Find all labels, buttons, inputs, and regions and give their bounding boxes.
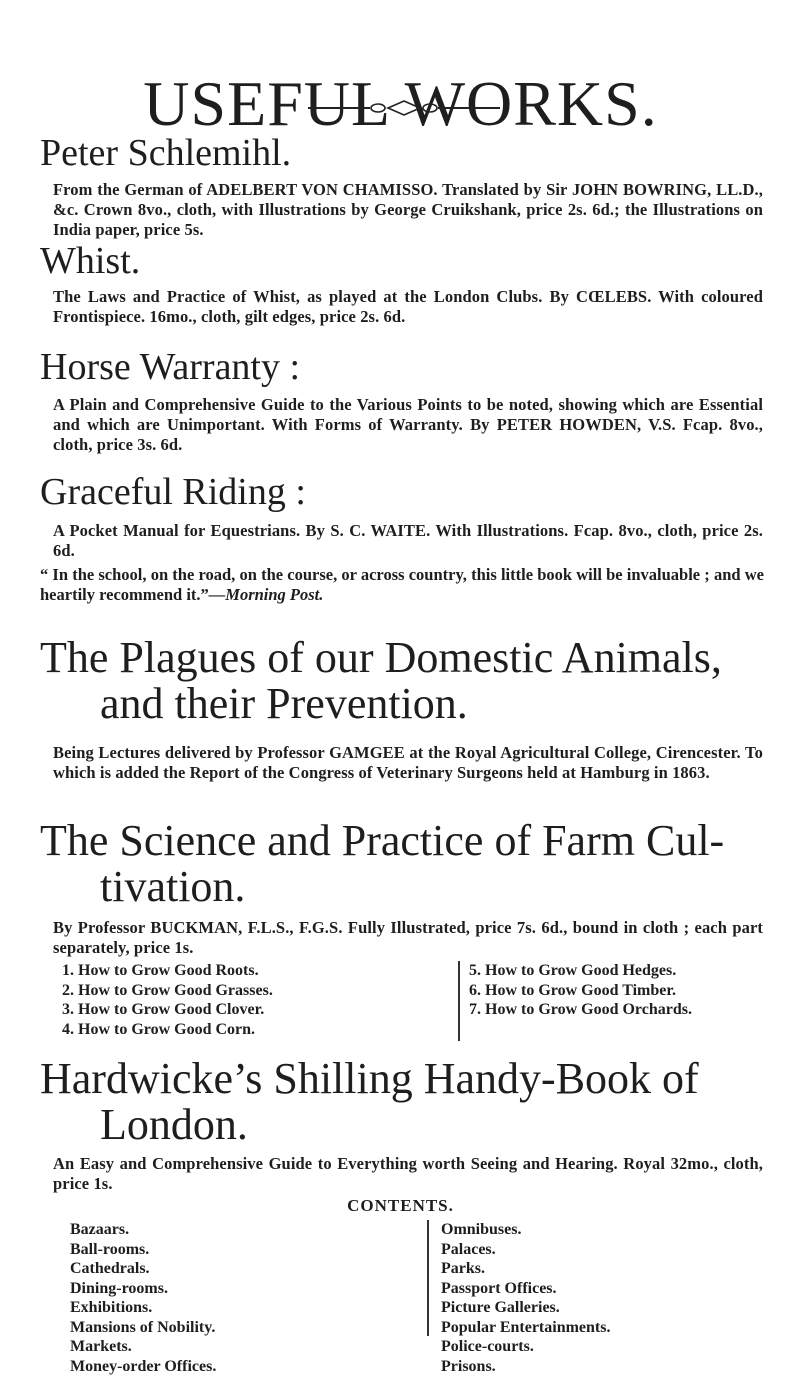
list-item: 7. How to Grow Good Orchards.: [469, 1000, 692, 1020]
review-quote: [40, 565, 764, 605]
list-item: Cathedrals.: [70, 1259, 216, 1279]
entry-title-peter-schlemihl: Peter Schlemihl.: [40, 132, 291, 174]
list-item: 2. How to Grow Good Grasses.: [62, 981, 273, 1001]
list-item: Mansions of Nobility.: [70, 1318, 216, 1338]
review-quote-text: “ In the school, on the road, on the course, or across country, this little book will be invaluable ; and we heartily recommend it.”: [40, 565, 764, 604]
list-item: Picture Galleries.: [441, 1298, 610, 1318]
entry-text-whist: The Laws and Practice of Whist, as played at the London Clubs. By CŒLEBS. With coloured Frontispiece. 16mo., cloth, gilt edges, price 2s. 6d.: [53, 287, 763, 327]
list-item: Popular Entertainments.: [441, 1318, 610, 1338]
page-title: USEFUL WORKS.: [0, 69, 801, 139]
list-item: 3. How to Grow Good Clover.: [62, 1000, 273, 1020]
contents-right: [441, 1220, 610, 1376]
entry-text-peter-schlemihl: From the German of ADELBERT VON CHAMISSO. Translated by Sir JOHN BOWRING, LL.D., &c. Crown 8vo., cloth, with Illustrations by George Cruikshank, price 2s. 6d.; the Illustrations on India paper, price 5s.: [53, 180, 763, 240]
entry-title-plagues-line1: The Plagues of our Domestic Animals,: [40, 634, 722, 682]
list-item: Prisons.: [441, 1357, 610, 1376]
entry-title-whist: Whist.: [40, 240, 140, 282]
list-item: Palaces.: [441, 1240, 610, 1260]
entry-text-plagues: Being Lectures delivered by Professor GAMGEE at the Royal Agricultural College, Cirencester. To which is added the Report of the Congress of Veterinary Surgeons held at Hamburg in 1863.: [53, 743, 763, 783]
contents-left: [70, 1220, 216, 1376]
list-item: 4. How to Grow Good Corn.: [62, 1020, 273, 1040]
list-item: Passport Offices.: [441, 1279, 610, 1299]
list-item: Ball-rooms.: [70, 1240, 216, 1260]
column-divider: [458, 961, 460, 1041]
entry-title-farm-line2: tivation.: [100, 863, 245, 911]
list-item: 5. How to Grow Good Hedges.: [469, 961, 692, 981]
entry-text-graceful-riding: A Pocket Manual for Equestrians. By S. C. WAITE. With Illustrations. Fcap. 8vo., cloth, price 2s. 6d.: [53, 521, 763, 561]
entry-title-farm-line1: The Science and Practice of Farm Cul-: [40, 817, 724, 865]
entry-text-hardwicke: An Easy and Comprehensive Guide to Everything worth Seeing and Hearing. Royal 32mo., cloth, price 1s.: [53, 1154, 763, 1194]
list-item: Omnibuses.: [441, 1220, 610, 1240]
list-item: Money-order Offices.: [70, 1357, 216, 1376]
contents-heading: CONTENTS.: [0, 1196, 801, 1216]
list-item: Police-courts.: [441, 1337, 610, 1357]
list-item: 6. How to Grow Good Timber.: [469, 981, 692, 1001]
entry-title-horse-warranty: Horse Warranty :: [40, 346, 300, 388]
entry-title-hardwicke-line1: Hardwicke’s Shilling Handy-Book of: [40, 1055, 699, 1103]
entry-title-hardwicke-line2: London.: [100, 1101, 248, 1149]
entry-title-graceful-riding: Graceful Riding :: [40, 471, 306, 513]
entry-text-farm: By Professor BUCKMAN, F.L.S., F.G.S. Fully Illustrated, price 7s. 6d., bound in cloth ; each part separately, price 1s.: [53, 918, 763, 958]
farm-parts-left: [62, 961, 273, 1039]
list-item: Bazaars.: [70, 1220, 216, 1240]
list-item: Markets.: [70, 1337, 216, 1357]
column-divider: [427, 1220, 429, 1336]
list-item: 1. How to Grow Good Roots.: [62, 961, 273, 981]
list-item: Exhibitions.: [70, 1298, 216, 1318]
farm-parts-right: [469, 961, 692, 1020]
entry-title-plagues-line2: and their Prevention.: [100, 680, 468, 728]
divider-ornament-icon: [308, 100, 500, 116]
list-item: Parks.: [441, 1259, 610, 1279]
list-item: Dining-rooms.: [70, 1279, 216, 1299]
review-quote-source: —Morning Post.: [209, 585, 324, 604]
entry-text-horse-warranty: A Plain and Comprehensive Guide to the Various Points to be noted, showing which are Essential and which are Unimportant. With Forms of Warranty. By PETER HOWDEN, V.S. Fcap. 8vo., cloth, price 3s. 6d.: [53, 395, 763, 455]
